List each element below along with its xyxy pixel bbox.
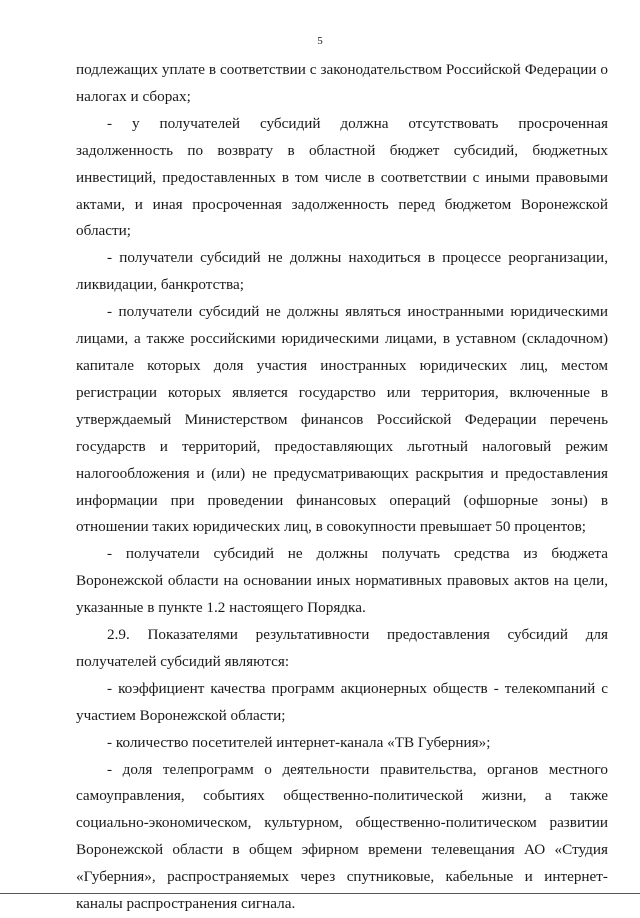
paragraph-other-acts: - получатели субсидий не должны получать средства из бюджета Воронежской области на основании иных нормативных правовых актов на цели, указанные в пункте 1.2 настоящего Порядка. <box>76 545 608 617</box>
paragraph-overdue-debt: - у получателей субсидий должна отсутствовать просроченная задолженность по возврату в областной бюджет субсидий, бюджетных инвестиций, предоставленных в том числе в соответствии с иными правовыми актами, и иная просроченная задолженность перед бюджетом Воронежской области; <box>76 114 608 240</box>
bottom-rule <box>0 893 640 894</box>
paragraph-section-2-9: 2.9. Показателями результативности предоставления субсидий для получателей субсидий являются: <box>76 626 608 670</box>
paragraph-quality-coefficient: - коэффициент качества программ акционерных обществ - телекомпаний с участием Воронежской области; <box>76 679 608 724</box>
paragraph-foreign-entities: - получатели субсидий не должны являться иностранными юридическими лицами, а также российскими юридическими лицами, в уставном (складочном) капитале которых доля участия иностранных юридических лиц, местом регистрации которых является государство или территория, включенные в утверждаемый Министерством финансов Российской Федерации перечень государств и территорий, предоставляющих льготный налоговый режим налогообложения и (или) не предусматривающих раскрытия и предоставления информации при проведении финансовых операций (офшорные зоны) в отношении таких юридических лиц, в совокупности превышает 50 процентов; <box>76 303 608 536</box>
paragraph-broadcast-share: - доля телепрограмм о деятельности правительства, органов местного самоуправления, событиях общественно-политической жизни, а также социально-экономическом, культурном, общественно-политическом развитии Воронежской области в общем эфирном времени телевещания АО «Студия «Губерния», распространяемых через спутниковые, кабельные и интернет-каналы распространения сигнала. <box>76 760 608 913</box>
paragraph-visitors: - количество посетителей интернет-канала «ТВ Губерния»; <box>107 733 491 751</box>
document-body <box>76 57 608 918</box>
paragraph-taxes: подлежащих уплате в соответствии с законодательством Российской Федерации о налогах и сборах; <box>76 61 608 105</box>
page-number: 5 <box>317 35 323 47</box>
paragraph-reorganization: - получатели субсидий не должны находиться в процессе реорганизации, ликвидации, банкротства; <box>76 249 608 294</box>
